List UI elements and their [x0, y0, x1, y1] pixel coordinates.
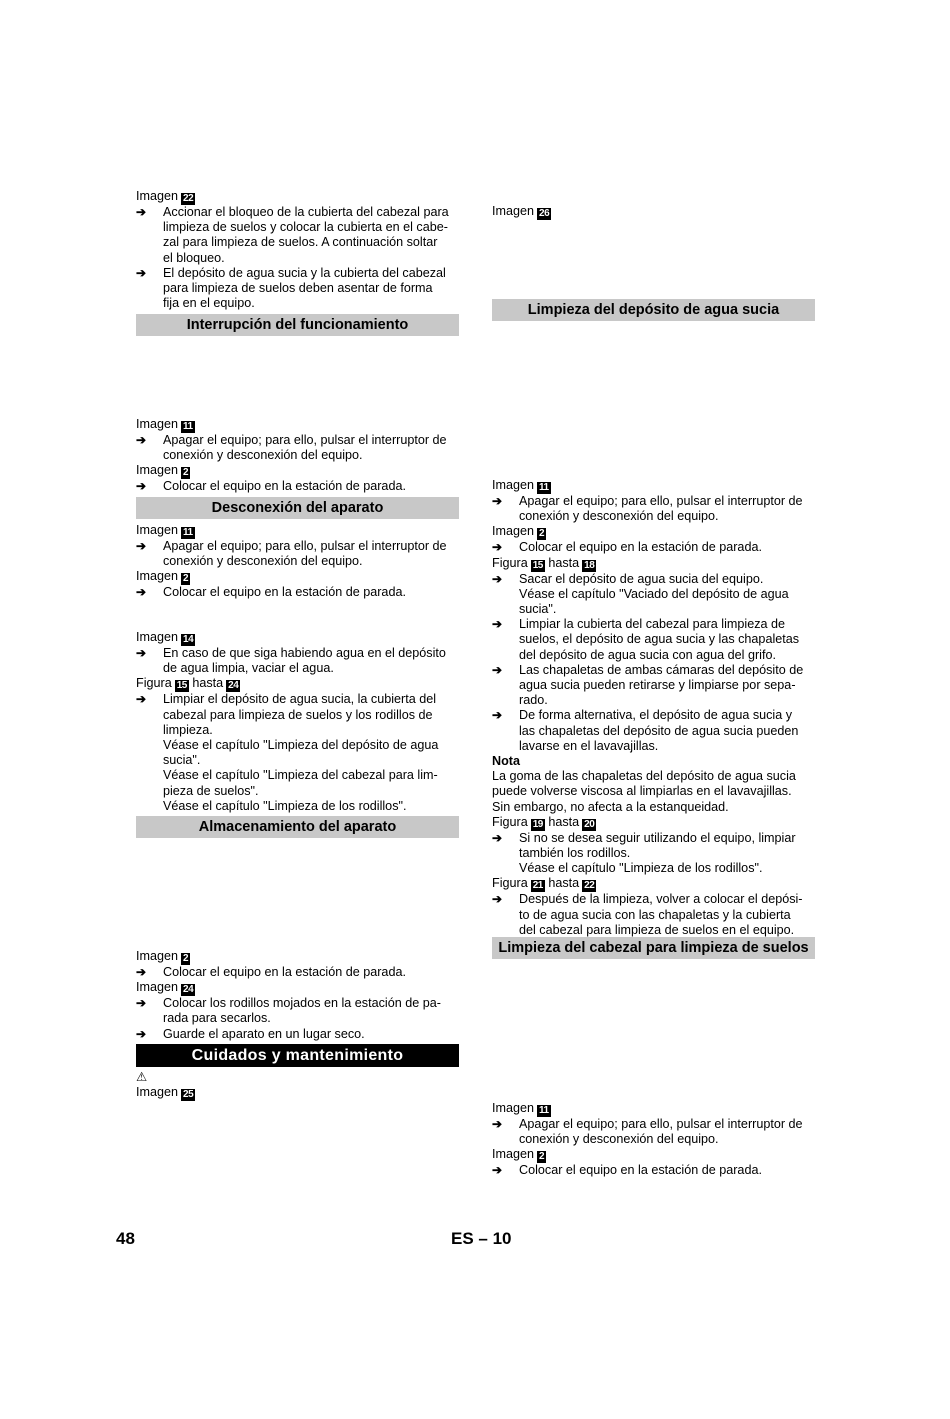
figure-number-badge: 25 — [183, 1089, 194, 1101]
figure-number-badge: 11 — [539, 1105, 549, 1116]
section-block — [136, 523, 459, 601]
arrow-icon: ➔ — [492, 494, 503, 508]
section-block — [492, 204, 815, 220]
figure-number-badge: 18 — [584, 559, 595, 571]
image-ref-label: Imagen — [136, 189, 179, 203]
section-heading: Almacenamiento del aparato — [136, 816, 459, 838]
image-ref-label: Imagen — [136, 1085, 179, 1100]
image-ref-label: Imagen — [136, 949, 179, 963]
figure-number-badge: 20 — [584, 818, 595, 830]
image-ref-label: Imagen — [492, 478, 535, 492]
arrow-icon: ➔ — [492, 1117, 503, 1131]
image-ref-label: Imagen — [136, 569, 179, 584]
figure-number-badge: 22 — [183, 193, 194, 204]
image-ref-label: Imagen — [136, 980, 179, 995]
figure-number-badge: 15 — [532, 559, 543, 571]
arrow-icon: ➔ — [492, 540, 503, 555]
arrow-icon: ➔ — [136, 1026, 147, 1041]
list-item: ➔ Accionar el bloqueo de la cubierta del cabezal para limpieza de suelos y colocar la cubierta en el cabe- zal para limpieza de suelos. A continuación soltar el bloqueo. — [136, 205, 449, 265]
arrow-icon: ➔ — [136, 646, 147, 660]
figure-number-badge: 14 — [183, 634, 194, 645]
section-block — [136, 1070, 459, 1101]
figure-number-badge: 26 — [539, 208, 550, 219]
image-ref-label: Imagen — [492, 1147, 535, 1162]
section-block — [136, 949, 459, 1042]
image-ref-label: Imagen — [136, 417, 179, 431]
section-block: Imagen 11 ➔ Apagar el equipo; para ello, pulsar el interruptor de conexión y desconexión del equipo. Imagen 2 ➔ Colocar el equipo en la estación de parada. Figura 15 hasta 18 ➔ Sacar el depósito de agua sucia del equipo. Véase el capítulo "Vaciado del depósito de agua sucia". ➔ Limpiar la cubierta del cabezal para limpieza de suelos, el depósito de agua sucia y las chapaletas del depósito de agua sucia con agua del grifo. ➔ Las chapaletas de ambas cámaras del depósito de agua sucia pueden retirarse y limpiarse por sepa- rado. ➔ De forma alternativa, el depósito de agua sucia y las chapaletas del depósito de agua sucia pueden lavarse en el lavavajillas. Nota La goma de las chapaletas del depósito de agua sucia puede volverse viscosa al limpiarlas en el lavavajillas. Sin embargo, no afecta a la estanqueidad. Figura 19 hasta 20 ➔ Si no se desea seguir utilizando el equipo, limpiar también los rodillos. Véase el capítulo "Limpieza de los rodillos". Figura 21 hasta 22 ➔ Después de la limpieza, volver a colocar el depósi- to de agua sucia con las chapaletas y la cubierta del cabezal para limpieza de suelos en el equipo. — [492, 478, 815, 938]
arrow-icon: ➔ — [492, 617, 503, 632]
list-item: ➔ Limpiar el depósito de agua sucia, la cubierta del cabezal para limpieza de suelos y los rodillos de limpieza. Véase el capítulo "Limpieza del depósito de agua sucia". Véase el capítulo "Limpieza del cabezal para lim- pieza de suelos". Véase el capítulo "Limpieza de los rodillos". — [136, 692, 439, 813]
figure-number-badge: 24 — [183, 984, 194, 996]
warning-icon: ⚠ — [136, 1070, 148, 1084]
list-item: ➔ Apagar el equipo; para ello, pulsar el interruptor de conexión y desconexión del equipo. — [492, 1117, 803, 1147]
figure-number-badge: 24 — [228, 680, 239, 692]
arrow-icon: ➔ — [492, 830, 503, 845]
section-heading: Limpieza del depósito de agua sucia — [492, 299, 815, 321]
arrow-icon: ➔ — [136, 479, 147, 494]
figure-number-badge: 21 — [532, 880, 543, 892]
list-item: ➔ Colocar el equipo en la estación de parada. — [136, 965, 406, 979]
arrow-icon: ➔ — [136, 265, 147, 280]
arrow-icon: ➔ — [136, 692, 147, 707]
arrow-icon: ➔ — [492, 571, 503, 586]
figure-number-badge: 2 — [183, 467, 189, 479]
figure-number-badge: 19 — [532, 818, 543, 830]
section-page-code: ES – 10 — [451, 1229, 512, 1248]
list-item: ➔ De forma alternativa, el depósito de agua sucia y las chapaletas del depósito de agua sucia pueden lavarse en el lavavajillas. — [492, 708, 799, 753]
list-item: ➔ Si no se desea seguir utilizando el equipo, limpiar también los rodillos. Véase el capítulo "Limpieza de los rodillos". — [492, 830, 796, 876]
figure-number-badge: 11 — [183, 421, 193, 432]
list-item: ➔ Colocar el equipo en la estación de parada. — [492, 1163, 762, 1178]
list-item: ➔ Apagar el equipo; para ello, pulsar el interruptor de conexión y desconexión del equipo. — [136, 539, 447, 569]
arrow-icon: ➔ — [136, 585, 147, 600]
list-item: ➔ En caso de que siga habiendo agua en el depósito de agua limpia, vaciar el agua. — [136, 646, 446, 676]
figure-ref-label: Figura — [492, 876, 528, 891]
figure-number-badge: 15 — [176, 680, 187, 692]
list-item: ➔ Sacar el depósito de agua sucia del equipo. Véase el capítulo "Vaciado del depósito de agua sucia". — [492, 571, 789, 617]
note-text: La goma de las chapaletas del depósito de agua sucia puede volverse viscosa al limpiarlas en el lavavajillas. Sin embargo, no afecta a la estanqueidad. — [492, 769, 796, 814]
section-heading: Desconexión del aparato — [136, 497, 459, 519]
image-ref-label: Imagen — [492, 204, 535, 218]
figure-number-badge: 2 — [183, 573, 189, 585]
note-heading: Nota — [492, 754, 520, 769]
section-block: Imagen 14 ➔ En caso de que siga habiendo agua en el depósito de agua limpia, vaciar el agua. Figura 15 hasta 24 ➔ Limpiar el depósito de agua sucia, la cubierta del cabezal para limpieza de suelos y los rodillos de limpieza. Véase el capítulo "Limpieza del depósito de agua sucia". Véase el capítulo "Limpieza del cabezal para lim- pieza de suelos". Véase el capítulo "Limpieza de los rodillos". — [136, 630, 459, 814]
list-item: ➔ Limpiar la cubierta del cabezal para limpieza de suelos, el depósito de agua sucia y las chapaletas del depósito de agua sucia con agua del grifo. — [492, 617, 800, 662]
list-item: ➔ El depósito de agua sucia y la cubierta del cabezal para limpieza de suelos deben asentar de forma fija en el equipo. — [136, 265, 446, 311]
image-ref-label: Imagen — [136, 523, 179, 537]
section-heading: Limpieza del cabezal para limpieza de suelos — [492, 937, 815, 959]
list-item: ➔ Colocar el equipo en la estación de parada. — [492, 540, 762, 555]
list-item: ➔ Colocar los rodillos mojados en la estación de pa- rada para secarlos. — [136, 996, 441, 1026]
arrow-icon: ➔ — [492, 662, 503, 677]
image-ref-label: Imagen — [492, 524, 535, 539]
arrow-icon: ➔ — [136, 433, 147, 447]
list-item: ➔ Las chapaletas de ambas cámaras del depósito de agua sucia pueden retirarse y limpiarse por sepa- rado. — [492, 662, 804, 708]
arrow-icon: ➔ — [492, 708, 503, 723]
list-item: ➔ Apagar el equipo; para ello, pulsar el interruptor de conexión y desconexión del equipo. — [136, 433, 447, 463]
figure-number-badge: 2 — [183, 953, 189, 964]
figure-number-badge: 2 — [539, 1151, 545, 1163]
list-item: ➔ Colocar el equipo en la estación de parada. — [136, 479, 406, 494]
page-number: 48 — [116, 1229, 135, 1248]
chapter-heading: Cuidados y mantenimiento — [136, 1044, 459, 1067]
image-ref-label: Imagen — [136, 463, 179, 478]
figure-number-badge: 22 — [584, 880, 595, 892]
image-ref-label: Imagen — [136, 630, 179, 644]
arrow-icon: ➔ — [136, 205, 147, 219]
figure-ref-label: Figura — [492, 555, 528, 570]
arrow-icon: ➔ — [492, 1163, 503, 1178]
arrow-icon: ➔ — [136, 996, 147, 1011]
list-item: ➔ Apagar el equipo; para ello, pulsar el interruptor de conexión y desconexión del equipo. — [492, 494, 803, 524]
figure-number-badge: 11 — [539, 482, 549, 493]
list-item: ➔ Después de la limpieza, volver a colocar el depósi- to de agua sucia con las chapaletas y la cubierta del cabezal para limpieza de suelos en el equipo. — [492, 892, 803, 937]
section-block — [136, 417, 459, 495]
figure-ref-label: Figura — [136, 676, 172, 691]
arrow-icon: ➔ — [492, 892, 503, 907]
section-block — [136, 189, 459, 311]
section-heading: Interrupción del funcionamiento — [136, 314, 459, 336]
figure-ref-label: Figura — [492, 814, 528, 829]
arrow-icon: ➔ — [136, 965, 147, 979]
list-item: ➔ Guarde el aparato en un lugar seco. — [136, 1026, 365, 1041]
image-ref-label: Imagen — [492, 1101, 535, 1115]
figure-number-badge: 2 — [539, 528, 545, 540]
list-item: ➔ Colocar el equipo en la estación de parada. — [136, 585, 406, 600]
section-block — [492, 1101, 815, 1179]
figure-number-badge: 11 — [183, 527, 193, 538]
arrow-icon: ➔ — [136, 539, 147, 553]
